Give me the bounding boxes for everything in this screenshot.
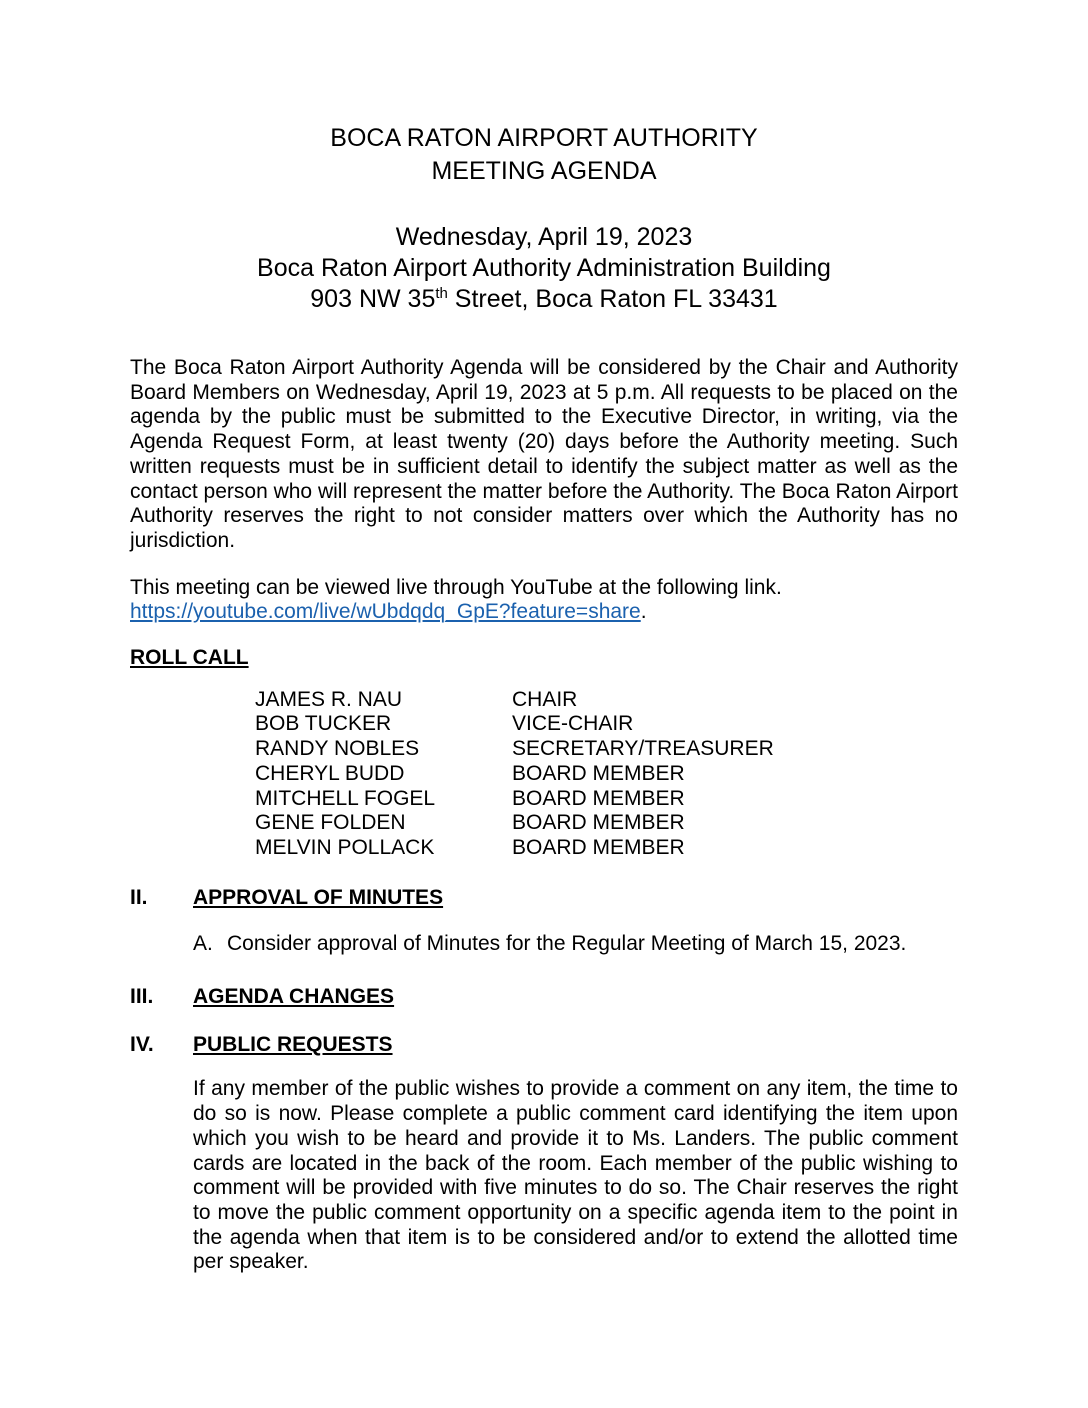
- document-title-line1: BOCA RATON AIRPORT AUTHORITY: [330, 124, 758, 152]
- roll-call-row: [255, 762, 958, 787]
- section-heading: PUBLIC REQUESTS: [193, 1032, 393, 1056]
- member-title: BOARD MEMBER: [512, 786, 685, 810]
- youtube-intro-line: This meeting can be viewed live through YouTube at the following link.: [130, 575, 782, 599]
- section-heading: APPROVAL OF MINUTES: [193, 885, 444, 909]
- address-rest: Street, Boca Raton FL 33431: [447, 285, 778, 313]
- meeting-date: Wednesday, April 19, 2023: [395, 223, 693, 251]
- public-requests-paragraph: If any member of the public wishes to provide a comment on any item, the time to do so is now. Please complete a public comment card identifying the item upon which you wish to be heard and provide it to Ms. Landers. The public comment cards are located in the back of the room. Each member of the public wishing to comment will be provided with five minutes to do so. The Chair reserves the right to move the public comment opportunity on a specific agenda item to the point in the agenda when that item is to be considered and/or to extend the allotted time per speaker.: [193, 1077, 958, 1274]
- member-title: BOARD MEMBER: [512, 761, 685, 785]
- youtube-link-line: [130, 600, 958, 625]
- section-numeral: II.: [130, 885, 148, 909]
- youtube-link[interactable]: https://youtube.com/live/wUbdqdq_GpE?feature=share: [130, 600, 641, 624]
- member-name: MELVIN POLLACK: [255, 835, 435, 859]
- member-title: CHAIR: [512, 687, 578, 711]
- section-agenda-changes: [130, 985, 958, 1010]
- roll-call-list: [255, 688, 958, 861]
- member-name: JAMES R. NAU: [255, 687, 403, 711]
- member-title: SECRETARY/TREASURER: [512, 737, 774, 761]
- roll-call-heading: ROLL CALL: [130, 646, 249, 670]
- section-approval-of-minutes: [130, 886, 958, 911]
- roll-call-row: [255, 811, 958, 836]
- section-numeral: III.: [130, 985, 154, 1009]
- member-name: MITCHELL FOGEL: [255, 786, 436, 810]
- member-title: BOARD MEMBER: [512, 835, 685, 859]
- member-name: CHERYL BUDD: [255, 761, 405, 785]
- member-name: RANDY NOBLES: [255, 737, 420, 761]
- member-title: BOARD MEMBER: [512, 811, 685, 835]
- address-ordinal-suffix: th: [435, 285, 448, 302]
- document-title: [130, 122, 958, 188]
- section-numeral: IV.: [130, 1032, 154, 1056]
- section-heading: AGENDA CHANGES: [193, 985, 395, 1009]
- meeting-address: [130, 284, 958, 318]
- meeting-info-block: [130, 222, 958, 318]
- member-name: GENE FOLDEN: [255, 811, 406, 835]
- youtube-block: [130, 576, 958, 625]
- roll-call-row: [255, 737, 958, 762]
- roll-call-row: [255, 787, 958, 812]
- item-text: Consider approval of Minutes for the Regular Meeting of March 15, 2023.: [227, 932, 907, 956]
- roll-call-row: [255, 836, 958, 861]
- link-trailing-period: .: [640, 600, 647, 624]
- member-title: VICE-CHAIR: [512, 712, 634, 736]
- agenda-item-a: [193, 932, 958, 957]
- section-public-requests: [130, 1033, 958, 1058]
- member-name: BOB TUCKER: [255, 712, 392, 736]
- roll-call-section: [130, 646, 958, 671]
- roll-call-row: [255, 712, 958, 737]
- intro-paragraph: The Boca Raton Airport Authority Agenda will be considered by the Chair and Authority Board Members on Wednesday, April 19, 2023 at 5 p.m. All requests to be placed on the agenda by the public must be submitted to the Executive Director, in writing, via the Agenda Request Form, at least twenty (20) days before the Authority meeting. Such written requests must be in sufficient detail to identify the subject matter as well as the contact person who will represent the matter before the Authority. The Boca Raton Airport Authority reserves the right to not consider matters over which the Authority has no jurisdiction.: [130, 356, 959, 552]
- roll-call-row: [255, 688, 958, 713]
- meeting-building: Boca Raton Airport Authority Administration Building: [257, 254, 831, 282]
- address-prefix: 903 NW 35: [310, 285, 436, 313]
- document-title-line2: MEETING AGENDA: [431, 157, 657, 185]
- item-marker: A.: [193, 932, 213, 956]
